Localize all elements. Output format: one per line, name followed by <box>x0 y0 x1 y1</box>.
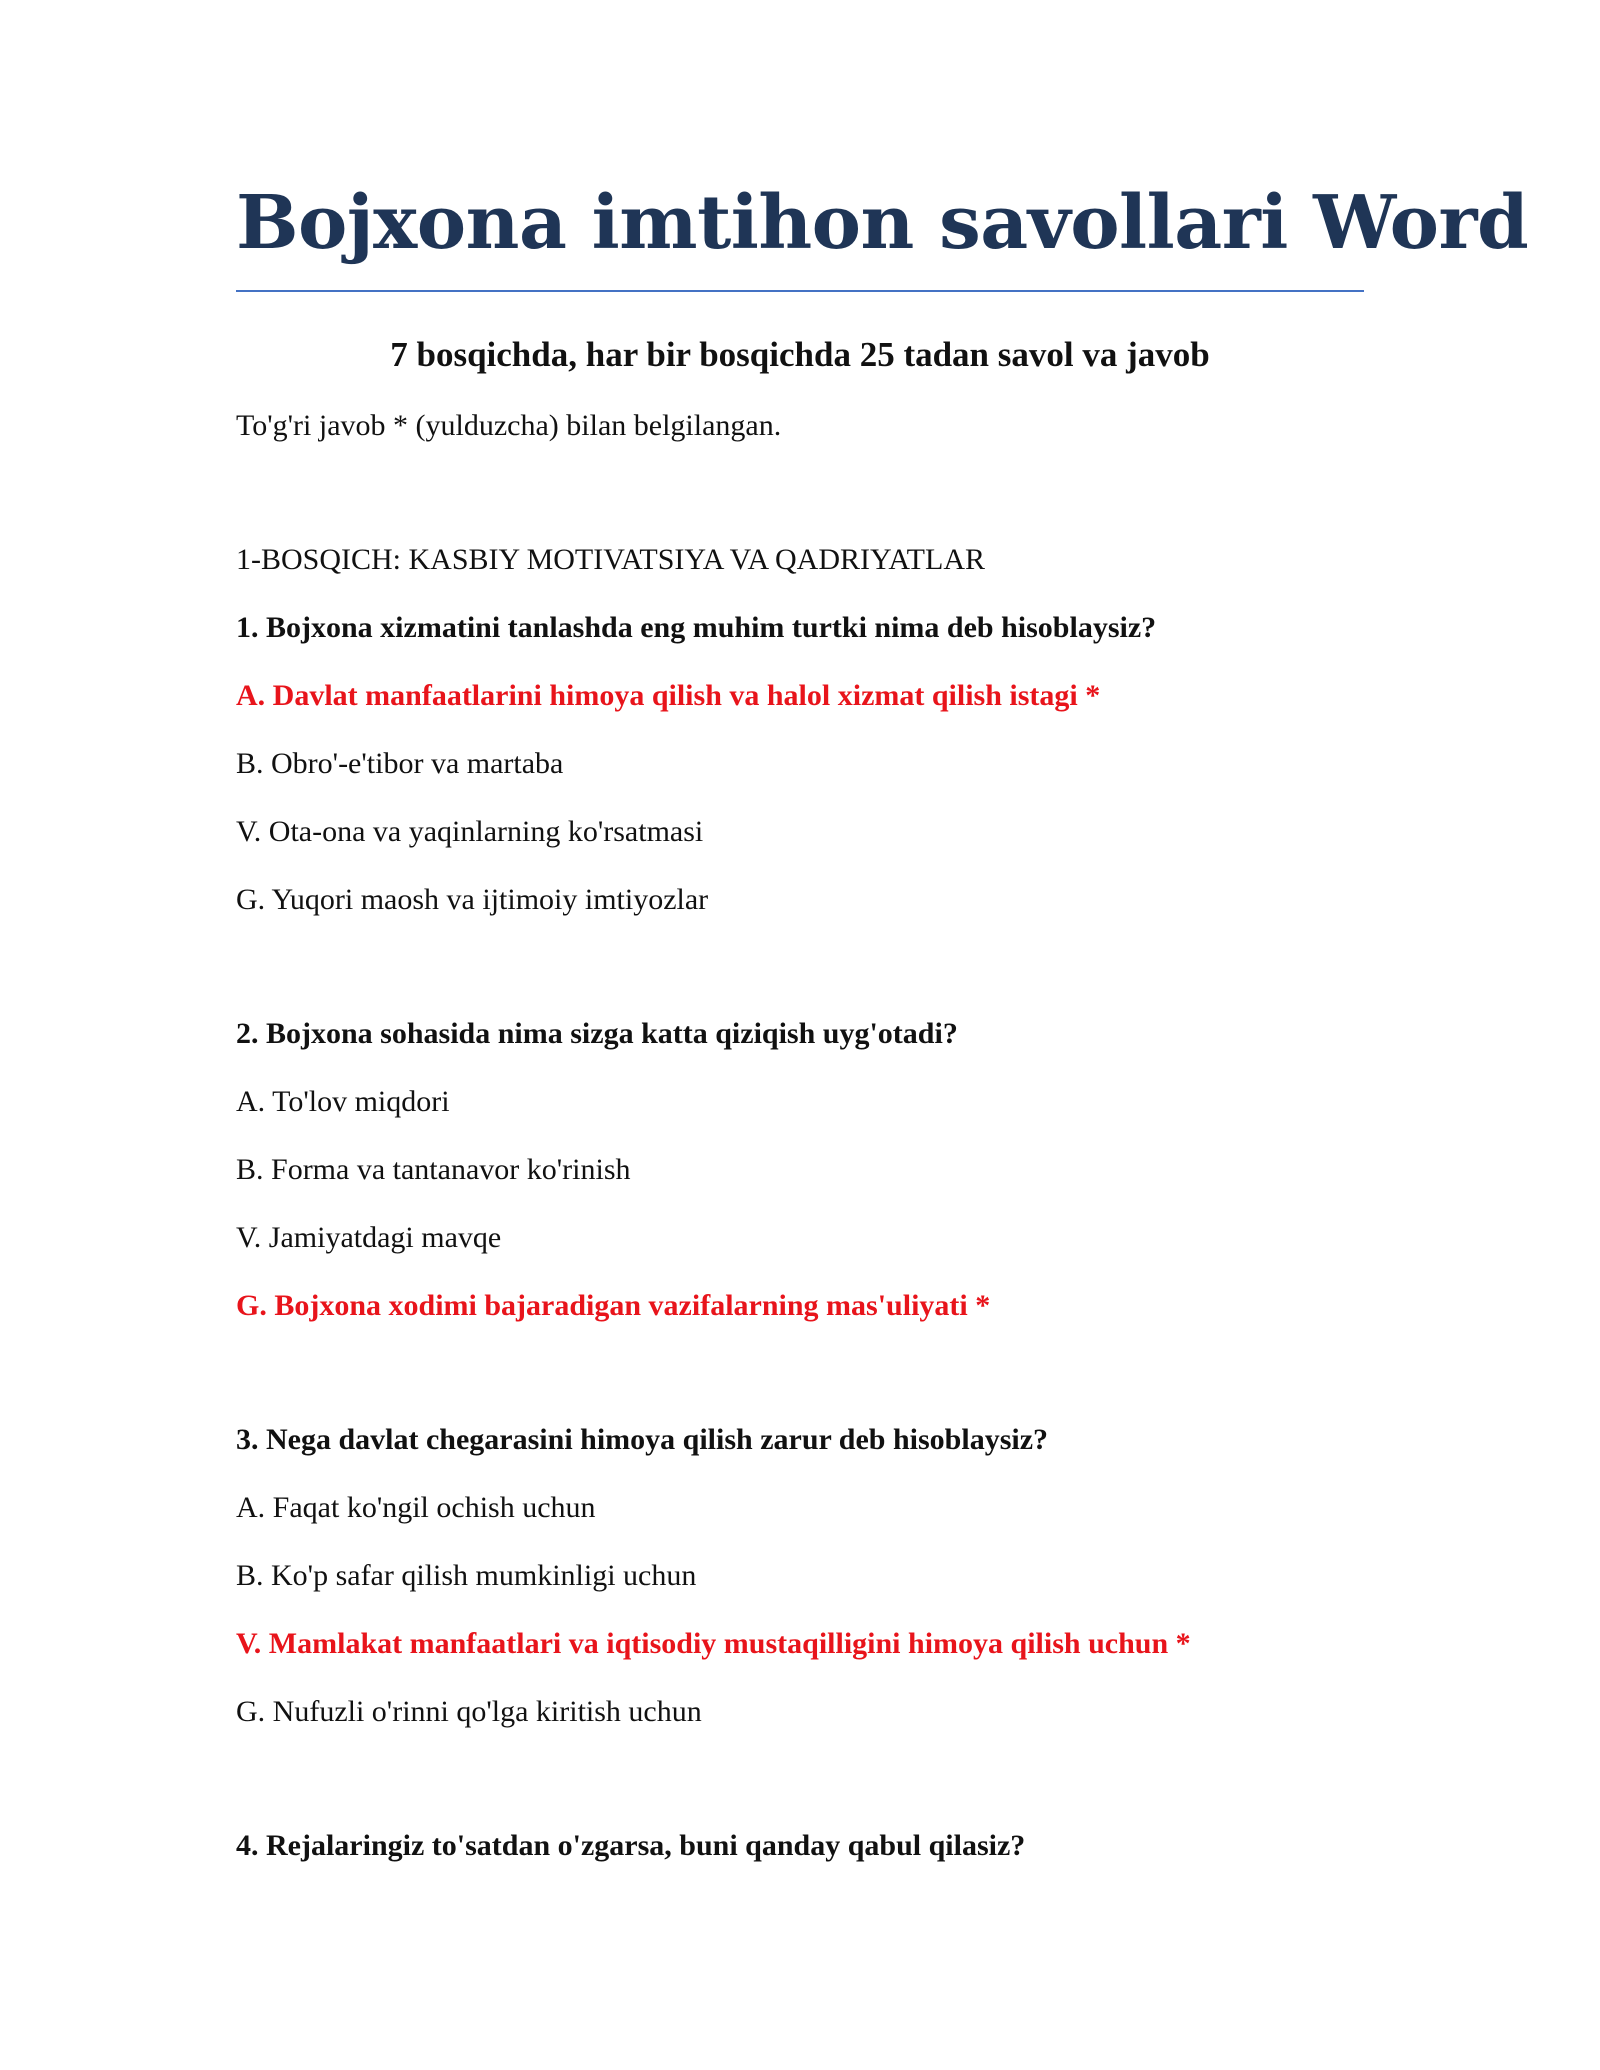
title-underline <box>236 290 1364 292</box>
document-subtitle: 7 bosqichda, har bir bosqichda 25 tadan savol va javob <box>390 335 1210 374</box>
answer-option-correct: G. Bojxona xodimi bajaradigan vazifalarning mas'uliyati * <box>236 1289 991 1322</box>
question-4: 4. Rejalaringiz to'satdan o'zgarsa, buni qanday qabul qilasiz? <box>236 1829 1026 1862</box>
answer-option: B. Obro'-e'tibor va martaba <box>236 747 564 780</box>
answer-option-correct: V. Mamlakat manfaatlari va iqtisodiy mustaqilligini himoya qilish uchun * <box>236 1627 1191 1660</box>
answer-option: A. To'lov miqdori <box>236 1085 450 1118</box>
question-1: 1. Bojxona xizmatini tanlashda eng muhim turtki nima deb hisoblaysiz? <box>236 611 1157 644</box>
answer-option: B. Ko'p safar qilish mumkinligi uchun <box>236 1559 697 1592</box>
answer-option: V. Ota-ona va yaqinlarning ko'rsatmasi <box>236 815 704 848</box>
answer-option: V. Jamiyatdagi mavqe <box>236 1221 502 1254</box>
section-heading: 1-BOSQICH: KASBIY MOTIVATSIYA VA QADRIYATLAR <box>236 543 985 576</box>
answer-key-note: To'g'ri javob * (yulduzcha) bilan belgilangan. <box>236 409 782 442</box>
document-title: Bojxona imtihon savollari Word <box>236 180 1529 266</box>
answer-option: G. Yuqori maosh va ijtimoiy imtiyozlar <box>236 883 709 916</box>
question-2: 2. Bojxona sohasida nima sizga katta qiziqish uyg'otadi? <box>236 1017 958 1050</box>
answer-option: B. Forma va tantanavor ko'rinish <box>236 1153 631 1186</box>
answer-option: G. Nufuzli o'rinni qo'lga kiritish uchun <box>236 1695 702 1728</box>
question-3: 3. Nega davlat chegarasini himoya qilish zarur deb hisoblaysiz? <box>236 1423 1049 1456</box>
answer-option: A. Faqat ko'ngil ochish uchun <box>236 1491 596 1524</box>
answer-option-correct: A. Davlat manfaatlarini himoya qilish va halol xizmat qilish istagi * <box>236 679 1101 712</box>
